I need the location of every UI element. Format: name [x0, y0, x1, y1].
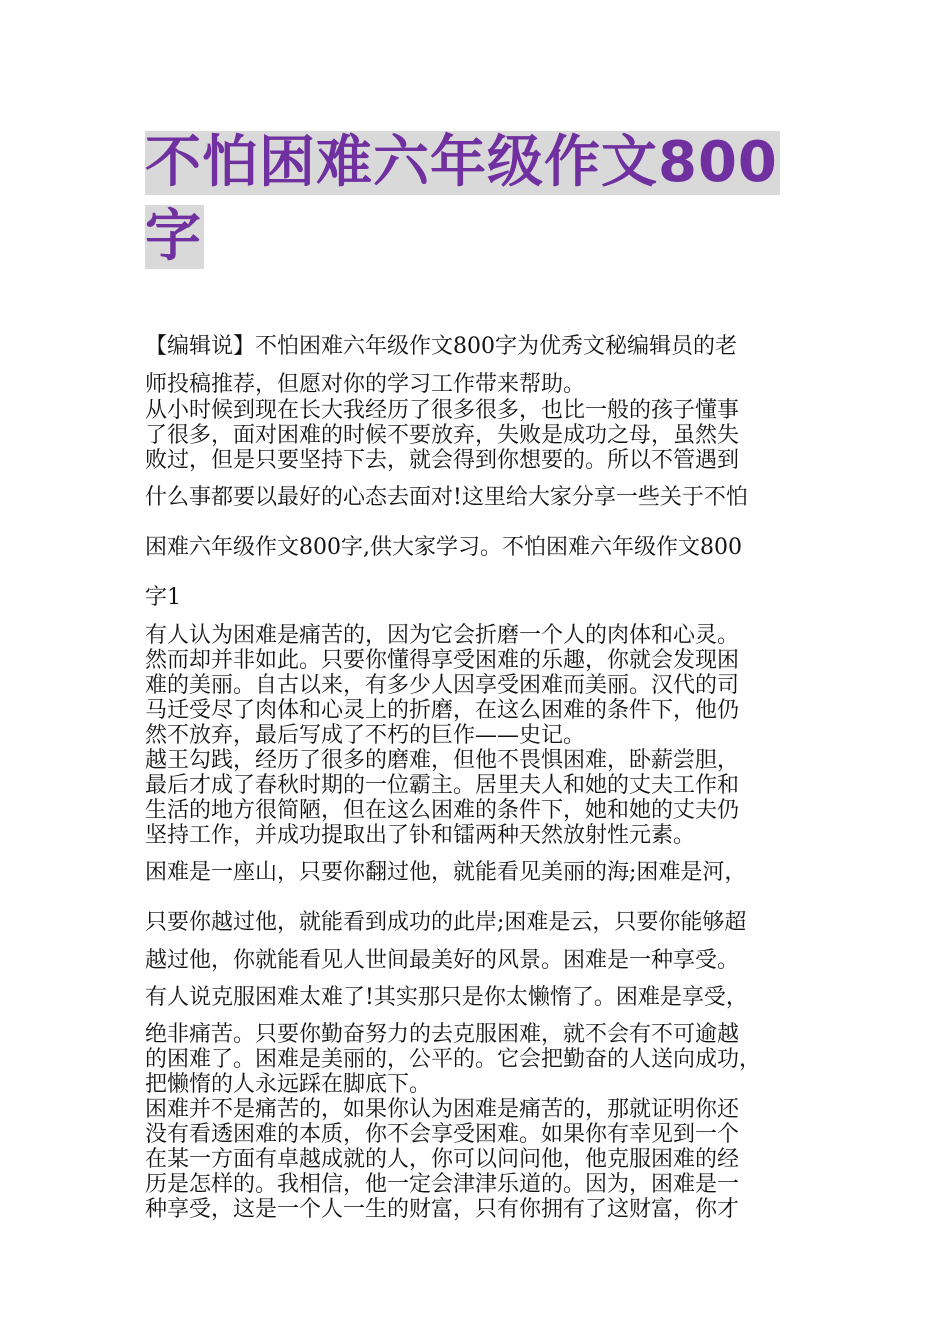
paragraph-line: 然不放弃，最后写成了不朽的巨作——史记。: [145, 723, 586, 748]
paragraph-line: 种享受，这是一个人一生的财富，只有你拥有了这财富，你才: [145, 1197, 740, 1222]
paragraph-line: 然而却并非如此。只要你懂得享受困难的乐趣，你就会发现困: [145, 648, 740, 673]
paragraph-line: 有人说克服困难太难了!其实那只是你太懒惰了。困难是享受，: [145, 985, 748, 1010]
title-line-1: 不怕困难六年级作文800: [145, 130, 778, 195]
paragraph-line: 只要你越过他，就能看到成功的此岸;困难是云，只要你能够超: [145, 910, 747, 935]
editor-note-line: 【编辑说】不怕困难六年级作文800字为优秀文秘编辑员的老: [145, 334, 737, 359]
intro-line: 从小时候到现在长大我经历了很多很多，也比一般的孩子懂事: [145, 398, 740, 423]
intro-line: 什么事都要以最好的心态去面对!这里给大家分享一些关于不怕: [145, 485, 748, 510]
paragraph-line: 坚持工作，并成功提取出了钋和镭两种天然放射性元素。: [145, 823, 696, 848]
paragraph-line: 在某一方面有卓越成就的人，你可以问问他，他克服困难的经: [145, 1147, 740, 1172]
paragraph-line: 生活的地方很简陋，但在这么困难的条件下，她和她的丈夫仍: [145, 798, 740, 823]
paragraph-line: 越过他，你就能看见人世间最美好的风景。困难是一种享受。: [145, 948, 740, 973]
paragraph-line: 的困难了。困难是美丽的，公平的。它会把勤奋的人送向成功，: [145, 1047, 762, 1072]
paragraph-line: 把懒惰的人永远踩在脚底下。: [145, 1072, 432, 1097]
paragraph-line: 困难并不是痛苦的，如果你认为困难是痛苦的，那就证明你还: [145, 1097, 740, 1122]
paragraph-line: 难的美丽。自古以来，有多少人因享受困难而美丽。汉代的司: [145, 673, 740, 698]
paragraph-line: 困难是一座山，只要你翻过他，就能看见美丽的海;困难是河，: [145, 860, 747, 885]
intro-line: 了很多，面对困难的时候不要放弃，失败是成功之母，虽然失: [145, 423, 740, 448]
paragraph-line: 马迁受尽了肉体和心灵上的折磨，在这么困难的条件下，他仍: [145, 698, 740, 723]
paragraph-line: 最后才成了春秋时期的一位霸主。居里夫人和她的丈夫工作和: [145, 773, 740, 798]
paragraph-line: 绝非痛苦。只要你勤奋努力的去克服困难，就不会有不可逾越: [145, 1022, 740, 1047]
paragraph-line: 越王勾践，经历了很多的磨难，但他不畏惧困难，卧薪尝胆，: [145, 748, 740, 773]
intro-line: 败过，但是只要坚持下去，就会得到你想要的。所以不管遇到: [145, 448, 740, 473]
title-line-2: 字: [145, 204, 202, 269]
paragraph-line: 有人认为困难是痛苦的，因为它会折磨一个人的肉体和心灵。: [145, 623, 740, 648]
essay-heading-line: 字1: [145, 585, 181, 610]
document-title: [145, 130, 815, 269]
intro-line: 困难六年级作文800字,供大家学习。不怕困难六年级作文800: [145, 535, 742, 560]
paragraph-line: 历是怎样的。我相信，他一定会津津乐道的。因为，困难是一: [145, 1172, 740, 1197]
paragraph-line: 没有看透困难的本质，你不会享受困难。如果你有幸见到一个: [145, 1122, 740, 1147]
editor-note-line: 师投稿推荐，但愿对你的学习工作带来帮助。: [145, 372, 586, 397]
